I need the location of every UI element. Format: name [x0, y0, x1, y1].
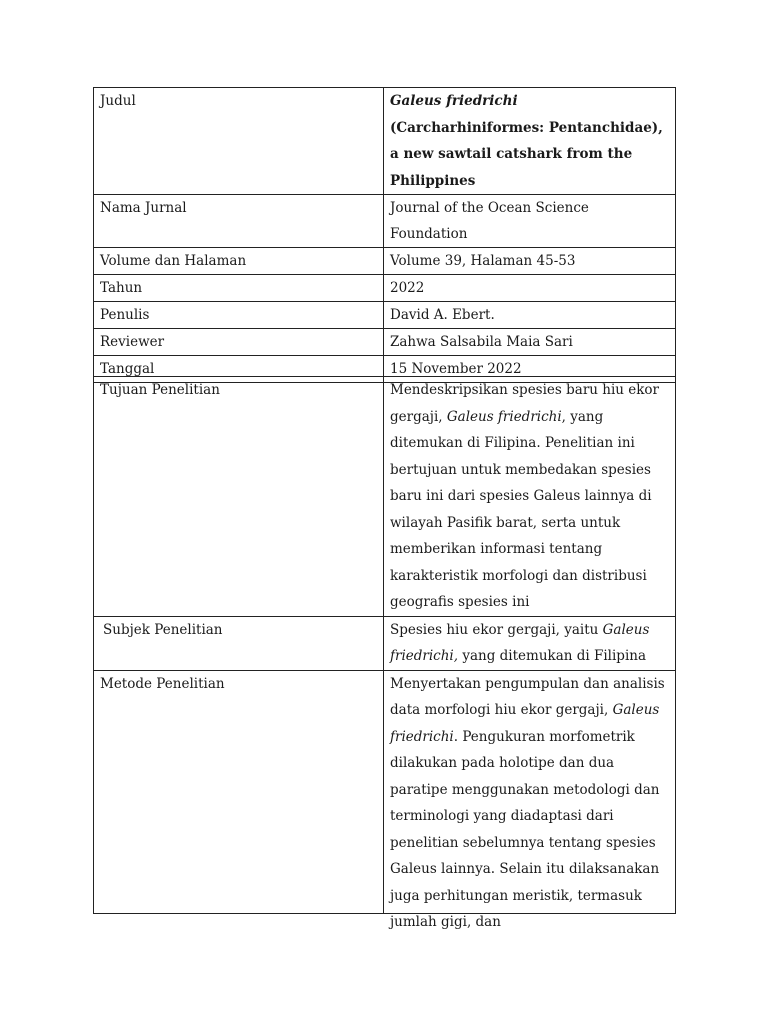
title-label: Judul — [94, 88, 384, 195]
row-author — [94, 302, 676, 329]
subject-text-post: yang ditemukan di Filipina — [458, 648, 646, 664]
author-label: Penulis — [94, 302, 384, 329]
journal-label: Nama Jurnal — [94, 195, 384, 248]
row-year — [94, 275, 676, 302]
year-value: 2022 — [384, 275, 676, 302]
date-value: 15 November 2022 — [384, 356, 676, 383]
subject-text-pre: Spesies hiu ekor gergaji, yaitu — [390, 621, 603, 638]
purpose-value — [384, 377, 676, 617]
row-volume — [94, 248, 676, 275]
title-rest: (Carcharhiniformes: Pentanchidae), a new sawtail catshark from the Philippines — [390, 119, 663, 189]
subject-species: Galeus friedrichi, — [390, 621, 650, 664]
author-value: David A. Ebert. — [384, 302, 676, 329]
row-purpose — [94, 377, 676, 617]
row-method — [94, 670, 676, 913]
volume-value: Volume 39, Halaman 45-53 — [384, 248, 676, 275]
row-title — [94, 88, 676, 195]
year-label: Tahun — [94, 275, 384, 302]
row-journal — [94, 195, 676, 248]
volume-label: Volume dan Halaman — [94, 248, 384, 275]
subject-label: Subjek Penelitian — [94, 616, 384, 670]
method-text-post: . Pengukuran morfometrik dilakukan pada holotipe dan dua paratipe menggunakan metodologi dan terminologi yang diadaptasi dari penelitian sebelumnya tentang spesies Galeus lainnya. Selain itu dilaksanakan juga perhitungan meristik, termasuk jumlah gigi, dan — [390, 728, 660, 930]
purpose-text-pre: Mendeskripsikan spesies baru hiu ekor gergaji, — [390, 382, 660, 425]
title-species: Galeus friedrichi — [390, 93, 518, 109]
method-text-clip — [390, 671, 669, 930]
purpose-text-post: , yang ditemukan di Filipina. Penelitian ini bertujuan untuk membedakan spesies baru ini dari spesies Galeus lainnya di wilayah Pasifik barat, serta untuk memberikan informasi tentang karakteristik morfologi dan distribusi geografis spesies ini — [390, 408, 652, 610]
method-text-pre: Menyertakan pengumpulan dan analisis data morfologi hiu ekor gergaji, — [390, 675, 665, 718]
row-reviewer — [94, 329, 676, 356]
reviewer-value: Zahwa Salsabila Maia Sari — [384, 329, 676, 356]
method-value — [384, 670, 676, 930]
purpose-species: Galeus friedrichi — [446, 408, 562, 425]
method-label: Metode Penelitian — [94, 670, 384, 913]
journal-value: Journal of the Ocean Science Foundation — [384, 195, 676, 248]
subject-value — [384, 616, 676, 670]
row-subject — [94, 616, 676, 670]
method-species: Galeus friedrichi — [390, 702, 660, 745]
research-summary-table — [93, 376, 676, 930]
date-label: Tanggal — [94, 356, 384, 383]
reviewer-label: Reviewer — [94, 329, 384, 356]
paper-metadata-table — [93, 87, 676, 383]
purpose-label: Tujuan Penelitian — [94, 377, 384, 617]
title-value — [384, 88, 676, 195]
